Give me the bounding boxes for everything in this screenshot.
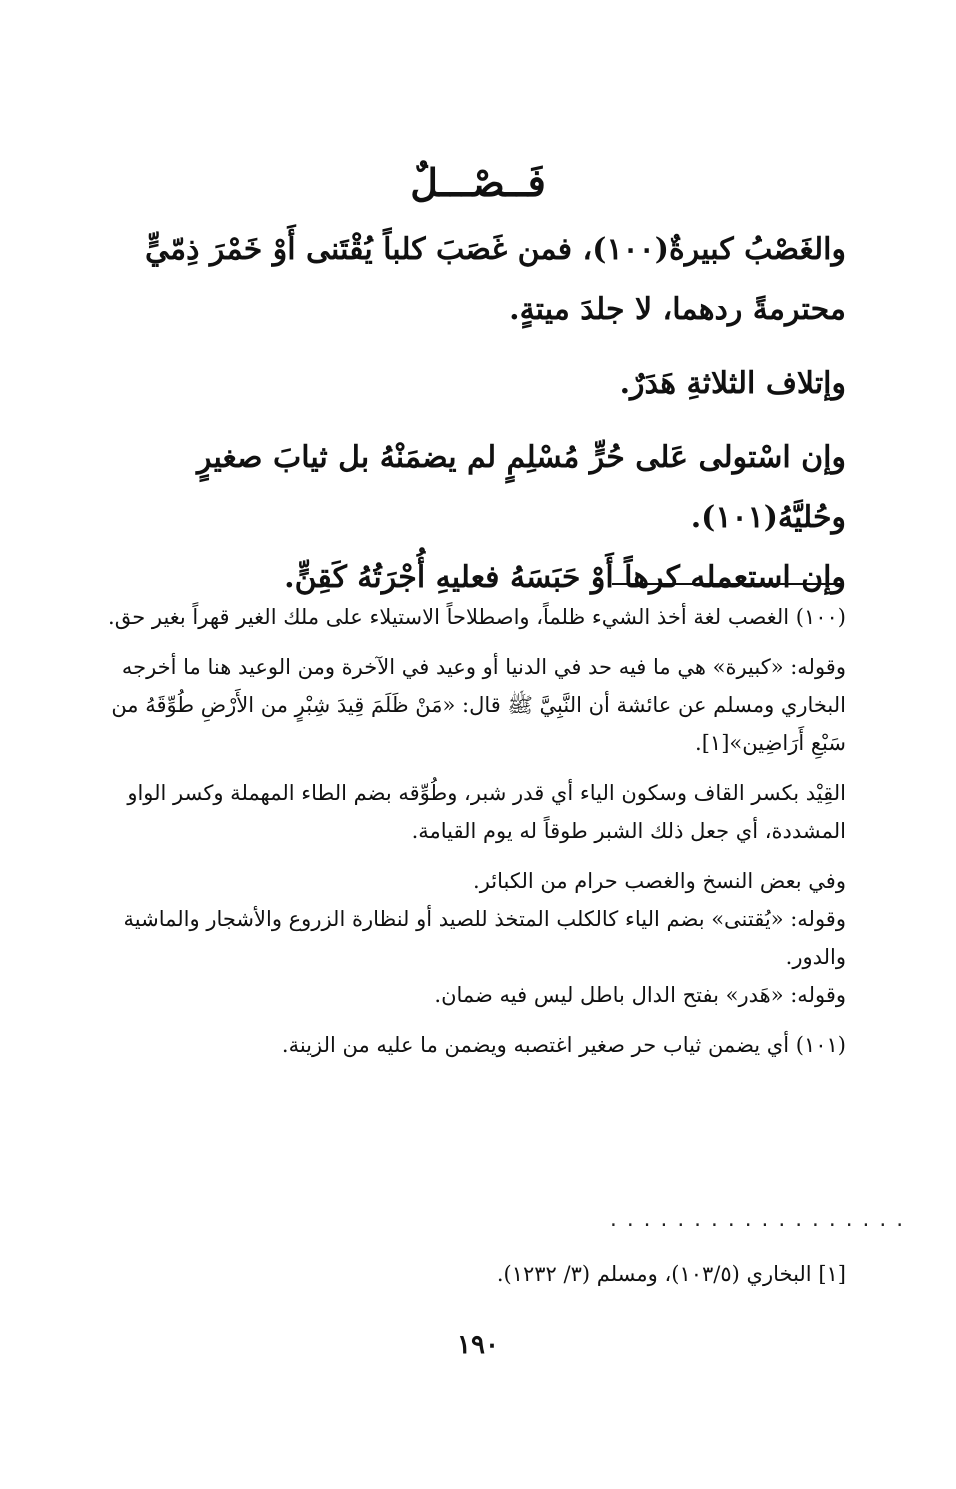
footnote-100-hadar: وقوله: «هَدر» بفتح الدال باطل ليس فيه ضمان. <box>434 983 846 1007</box>
footnotes <box>86 598 846 1064</box>
footnote-100-qid: القِيْد بكسر القاف وسكون الياء أي قدر شبر، وطُوِّقه بضم الطاء المهملة وكسر الواو المشددة، أي جعل ذلك الشبر طوقاً له يوم القيامة. <box>127 781 846 843</box>
footnote-100: (١٠٠) الغصب لغة أخذ الشيء ظلماً، واصطلاحاً الاستيلاء على ملك الغير قهراً بغير حق. <box>108 605 846 629</box>
main-paragraph-1: والغَصْبُ كبيرةٌ(١٠٠)، فمن غَصَبَ كلباً يُقْتَنى أَوْ خَمْرَ ذِمّيٍّ محترمةً ردهما، لا جلدَ ميتةٍ. <box>145 232 846 327</box>
main-paragraph-2: وإتلاف الثلاثةِ هَدَرٌ. <box>619 366 846 401</box>
hadith-reference: [١] البخاري (١٠٣/٥)، ومسلم (٣/ ١٢٣٢). <box>496 1262 846 1286</box>
footnote-101: (١٠١) أي يضمن ثياب حر صغير اغتصبه ويضمن ما عليه من الزينة. <box>281 1033 846 1057</box>
main-text <box>101 220 846 608</box>
footnote-separator <box>612 583 844 585</box>
footnote-100-kabira: وقوله: «كبيرة» هي ما فيه حد في الدنيا أو وعيد في الآخرة ومن الوعيد هنا ما أخرجه البخاري ومسلم عن عائشة أن النَّبِيَّ ﷺ قال: «مَنْ ظَلَمَ قِيدَ شِبْرٍ من الأَرْضِ طُوِّقَهُ من سَبْعِ أَرَاضِين»[١]. <box>111 655 846 755</box>
footnote-100-nusakh: وفي بعض النسخ والغصب حرام من الكبائر. <box>473 869 846 893</box>
main-paragraph-4: وإن استعمله كرهاً أَوْ حَبَسَهُ فعليهِ أُجْرَتُهُ كَقِنٍّ. <box>284 560 846 595</box>
main-paragraph-3: وإن اسْتولى عَلى حُرٍّ مُسْلِمٍ لم يضمَنْهُ بل ثيابَ صغيرٍ وحُليَّهُ(١٠١). <box>196 440 846 535</box>
reference-separator: .................. <box>608 1210 912 1231</box>
page-number: ١٩٠ <box>457 1330 499 1360</box>
footnote-100-yuqtana: وقوله: «يُقتنى» بضم الياء كالكلب المتخذ للصيد أو لنظارة الزروع والأشجار والماشية والدور. <box>123 907 846 969</box>
section-title: فَــصْـــلٌ <box>410 160 546 205</box>
